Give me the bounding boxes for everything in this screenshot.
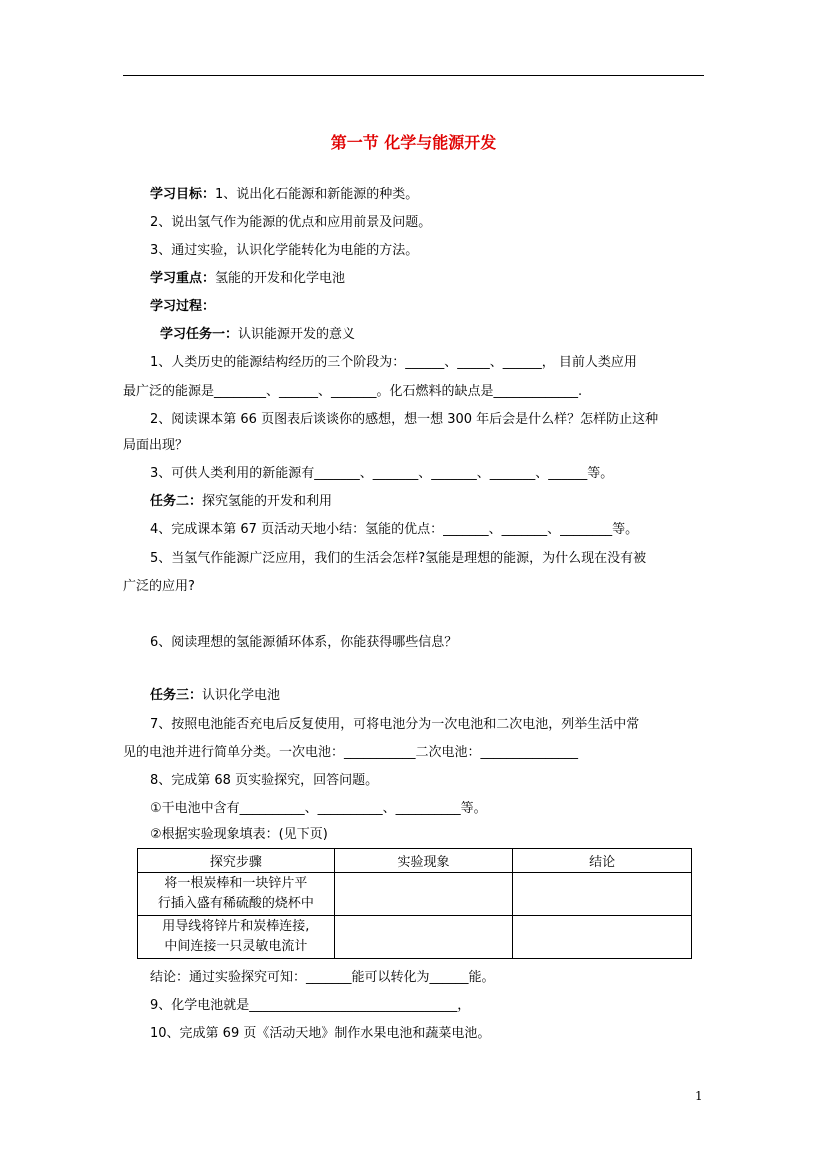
question-2-line-2: 局面出现？ [123,438,189,453]
conclusion-line: 结论：通过实验探究可知：_______能可以转化为______能。 [150,970,495,985]
question-9: 9、化学电池就是________________________________， [150,998,471,1013]
task-one-heading: 学习任务一：认识能源开发的意义 [160,327,356,342]
column-header-conclusion: 结论 [513,849,692,873]
phenomenon-cell [334,873,513,916]
question-1-line-2: 最广泛的能源是________、______、_______。化石燃料的缺点是_____________. [123,384,583,399]
question-6: 6、阅读理想的氢能源循环体系，你能获得哪些信息？ [150,635,458,650]
question-8-part-1: ①干电池中含有__________、__________、__________等。 [150,801,487,816]
objective-line-1: 学习目标：1、说出化石能源和新能源的种类。 [150,187,419,202]
step-cell: 用导线将锌片和炭棒连接, 中间连接一只灵敏电流计 [138,916,335,959]
process-heading: 学习过程： [150,299,216,314]
question-10: 10、完成第 69 页《活动天地》制作水果电池和蔬菜电池。 [150,1026,491,1041]
page-title: 第一节 化学与能源开发 [330,133,497,152]
question-7-line-2: 见的电池并进行简单分类。一次电池：___________二次电池：_______________ [123,745,579,760]
question-2-line-1: 2、阅读课本第 66 页图表后谈谈你的感想，想一想 300 年后会是什么样？怎样防止这种 [150,412,659,427]
question-8-part-2: ②根据实验现象填表：(见下页) [150,827,328,842]
header-rule [123,75,704,76]
column-header-phenomenon: 实验现象 [334,849,513,873]
task-two-heading: 任务二：探究氢能的开发和利用 [150,494,333,509]
objective-line-3: 3、通过实验，认识化学能转化为电能的方法。 [150,243,419,258]
conclusion-cell [513,873,692,916]
phenomenon-cell [334,916,513,959]
column-header-step: 探究步骤 [138,849,335,873]
question-4: 4、完成课本第 67 页活动天地小结：氢能的优点：_______、_______、________等。 [150,522,639,537]
question-7-line-1: 7、按照电池能否充电后反复使用，可将电池分为一次电池和二次电池，列举生活中常 [150,717,640,732]
question-3: 3、可供人类利用的新能源有_______、_______、_______、_______、______等。 [150,466,614,481]
question-5-line-1: 5、当氢气作能源广泛应用，我们的生活会怎样?氢能是理想的能源，为什么现在没有被 [150,551,647,566]
objective-line-2: 2、说出氢气作为能源的优点和应用前景及问题。 [150,215,432,230]
question-1-line-1: 1、人类历史的能源结构经历的三个阶段为：______、_____、______， 目前人类应用 [150,355,637,370]
experiment-table [137,848,692,959]
table-row [138,916,692,959]
page-number: 1 [695,1089,703,1103]
question-8: 8、完成第 68 页实验探究，回答问题。 [150,773,379,788]
table-row [138,873,692,916]
task-three-heading: 任务三：认识化学电池 [150,688,281,703]
step-cell: 将一根炭棒和一块锌片平 行插入盛有稀硫酸的烧杯中 [138,873,335,916]
conclusion-cell [513,916,692,959]
table-header-row [138,849,692,873]
key-point-line: 学习重点：氢能的开发和化学电池 [150,271,346,286]
question-5-line-2: 广泛的应用? [123,579,195,594]
